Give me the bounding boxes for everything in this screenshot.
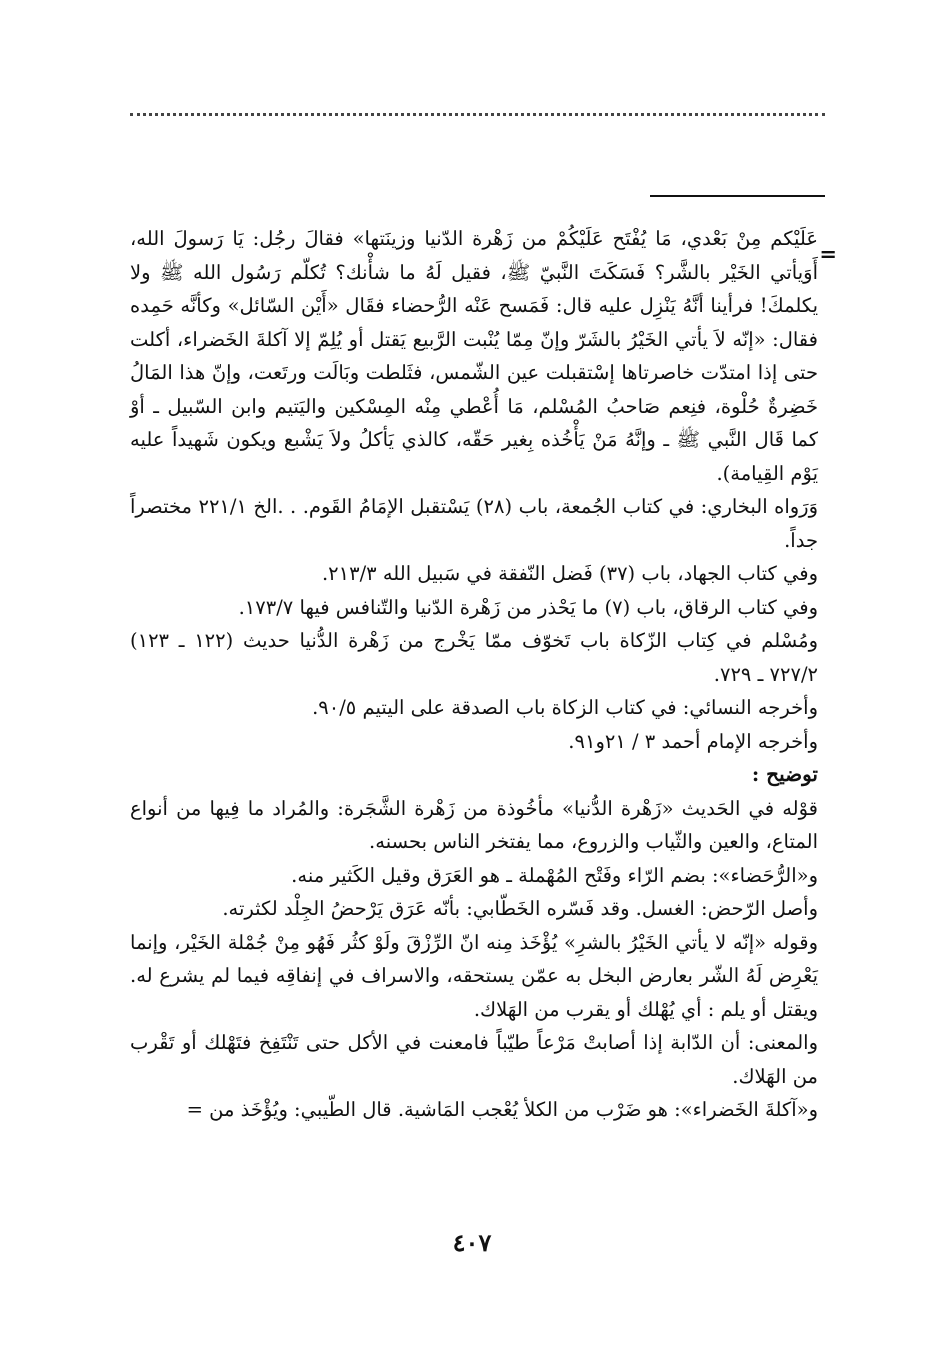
footnote-separator [650,195,825,197]
hadith-paragraph: عَلَيْكم مِنْ بَعْدي، مَا يُفْتَح عَلَيْكُمْ من زَهْرة الدّنيا وزينَتها» فقالَ رجُل: يَا رَسولَ الله، أَوَيأتي الخَيْر بالشَّر؟ فَسَكَتَ النَّبيّ ﷺ، فقيل لَهُ ما شأْنك؟ تُكلّم رَسُول الله ﷺ ولا يكلمكَ! فرأينا أنَّهُ يَنْزِل عليه قال: فَمَسح عَنْه الرُّحضاء فقَال «أَيْن السّائل» وكأنَّه حَمِده فقال: «إنّه لاَ يأتي الخَيْرُ بالشَرّ وإنّ مِمّا يُنْبت الرَّبيع يَقتل أو يُلِمّ إلا آكلةَ الخَضراء، أكلت حتى إذا امتدّت خاصرتاها إسْتقبلت عين الشّمس، فثَلطت وبَالَت ورتَعت، وإنّ هذا المَالُ خَضِرةٌ حُلْوة، فنِعم صَاحبُ المُسْلم، مَا أُعْطي مِنْه المِسْكين واليَتيم وابن السّبيل ـ أوْ كما قَال النَّبي ﷺ ـ وإنَّهُ مَنْ يَأْخُذه بِغير حَقّه، كالذي يَأكلُ ولاَ يَشْبع ويكون شَهيداً عليه يَوْم القِيامة). [130,227,818,485]
page-body [130,222,818,1127]
note-khayr: وقوله «إنّه لا يأتي الخَيْرُ بالشرِ» يُؤْخَذ مِنه انّ الرِّزْقَ ولَوْ كثُر فَهُو مِنْ جُمْلة الخَيْر، وإنما يَعْرِض لَهُ الشّر بعارض البخل به عمّن يستحقه، والاسراف في إنفاقِه فيما لم يشرع له. ويقتل أو يلم : أي يُهْلك أو يقرب من الهَلاك. [130,930,818,1021]
reference-muslim: ومُسْلم في كِتاب الزّكاة باب تَخوّف ممّا يَخْرج من زَهْرة الدُّنيا حديث (١٢٢ ـ ١٢٣) ٧٢٧/٢ ـ ٧٢٩. [130,629,818,686]
reference-bukhari: وَرَواه البخاري: في كتاب الجُمعة، باب (٢٨) يَسْتقبل الإمَامُ القَوم. . .الخ ٢٢١/١ مختصراً جداً. [130,495,818,552]
reference-jihad: وفي كتاب الجهاد، باب (٣٧) فَضل النّفقة في سَبيل الله ٢١٣/٣. [321,562,818,585]
continuation-mark: = [819,241,837,266]
reference-ahmad: وأخرجه الإمام أحمد ٣ / ٢١و٩١. [568,729,818,753]
page-number: ٤٠٧ [452,1228,492,1257]
note-ruhada: و«الرُّحَضاء»: بضم الرّاء وفَتْح المُهْملة ـ هو العَرَق وقيل الكَثير منه. [291,863,818,887]
dotted-separator [130,113,825,116]
reference-riqaq: وفي كتاب الرقاق، باب (٧) ما يَحْذر من زَهْرة الدّنيا والتّنافس فيها ١٧٣/٧. [238,595,818,619]
note-rahd: وأصل الرّحض: الغسل. وقد فَسّره الخَطّابي: بأنّه عَرَق يَرْحضُ الجِلْد لكثرته. [222,897,818,920]
note-zahra: قوْله في الحَديث «زَهْرة الدُّنيا» مأخُوذة من زَهْرة الشَّجَرة: والمُراد ما فِيها من أنواع المتاع، والعين والثّياب والزروع، مما يفتخر الناس بحسنه. [130,796,818,853]
note-akila: و«آكلةَ الخَضراء»: هو ضَرْب من الكلأ يُعْجب المَاشية. قال الطّيبي: ويُؤْخَذ من = [186,1098,818,1121]
reference-nasai: وأخرجه النسائي: في كتاب الزكاة باب الصدقة على اليتيم ٩٠/٥. [312,696,818,719]
note-meaning: والمعنى: أن الدّابة إذا أصابتْ مَرْعاً طيّباً فامعنت في الأكل حتى تَنْتَفِخ فتَهْلك أو تَقْرب من الهَلاك. [130,1031,818,1088]
section-heading: توضيح : [751,762,818,786]
